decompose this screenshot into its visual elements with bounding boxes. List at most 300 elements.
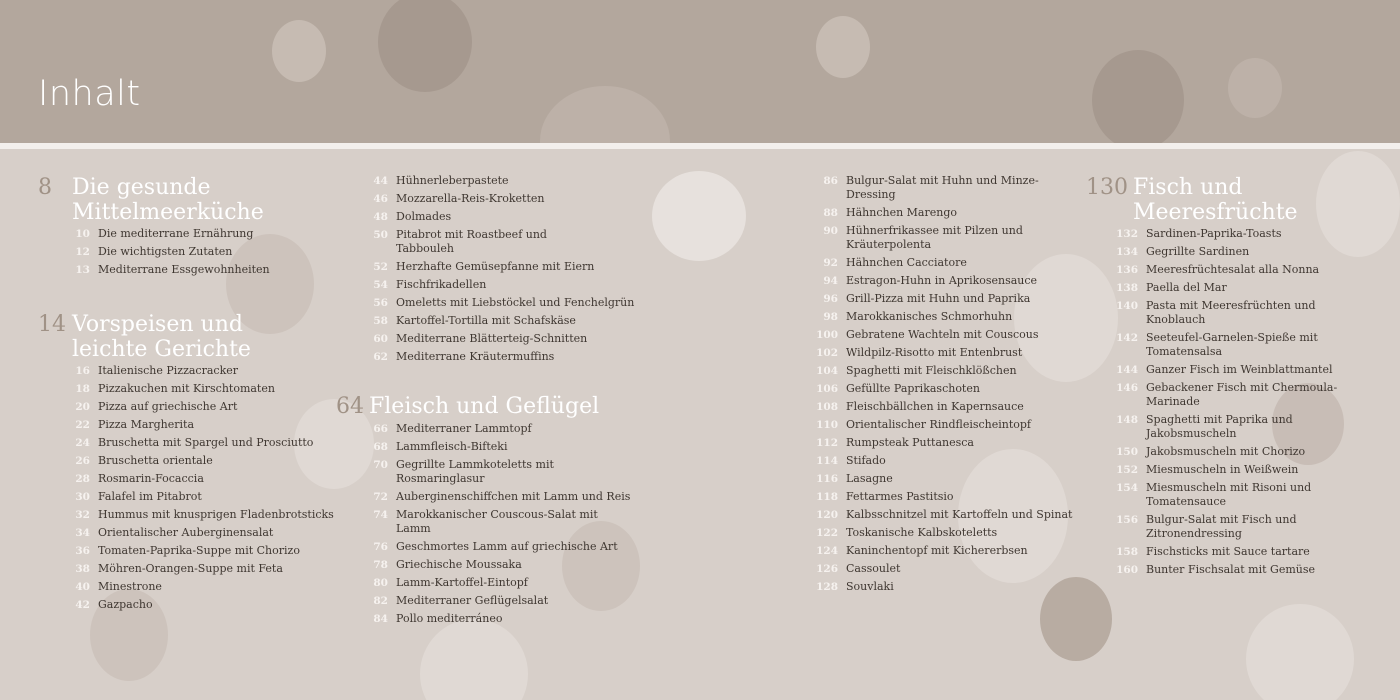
entry-title bbox=[396, 314, 636, 328]
entry-page-number: 74 bbox=[373, 509, 388, 521]
toc-entry[interactable] bbox=[68, 454, 338, 468]
toc-entry[interactable] bbox=[68, 490, 338, 504]
entry-page-number: 152 bbox=[1116, 464, 1138, 476]
toc-entry[interactable] bbox=[366, 332, 636, 346]
entry-page-number: 154 bbox=[1116, 482, 1138, 494]
toc-entry[interactable] bbox=[1116, 445, 1386, 459]
entry-page-number: 146 bbox=[1116, 382, 1138, 394]
toc-entry[interactable] bbox=[366, 594, 636, 608]
entry-list bbox=[366, 422, 636, 630]
toc-entry[interactable] bbox=[1116, 381, 1386, 409]
entry-title bbox=[98, 508, 338, 522]
entry-title bbox=[396, 458, 636, 486]
entry-page-number: 42 bbox=[75, 599, 90, 611]
entry-title bbox=[1146, 413, 1386, 441]
entry-title-line: Lammfleisch-Bifteki bbox=[396, 440, 508, 453]
toc-entry[interactable] bbox=[816, 310, 1086, 324]
toc-entry[interactable] bbox=[816, 418, 1086, 432]
entry-page-number: 158 bbox=[1116, 546, 1138, 558]
toc-entry[interactable] bbox=[366, 210, 636, 224]
entry-page-number: 78 bbox=[373, 559, 388, 571]
entry-title bbox=[396, 594, 636, 608]
section-number: 130 bbox=[1086, 175, 1128, 200]
entry-title bbox=[98, 400, 338, 414]
entry-title-line: Orientalischer Auberginensalat bbox=[98, 526, 274, 539]
entry-page-number: 90 bbox=[823, 225, 838, 237]
entry-page-number: 122 bbox=[816, 527, 838, 539]
toc-entry[interactable] bbox=[68, 598, 338, 612]
toc-entry[interactable] bbox=[816, 292, 1086, 306]
entry-title-line: Herzhafte Gemüsepfanne mit Eiern bbox=[396, 260, 595, 273]
entry-page-number: 12 bbox=[75, 246, 90, 258]
toc-entry[interactable] bbox=[1116, 245, 1386, 259]
entry-title bbox=[396, 228, 636, 256]
entry-title bbox=[1146, 513, 1386, 541]
entry-title-line: Lasagne bbox=[846, 472, 893, 485]
entry-title-line: Hühnerleberpastete bbox=[396, 174, 509, 187]
toc-entry[interactable] bbox=[1116, 513, 1386, 541]
entry-title bbox=[846, 454, 1086, 468]
toc-entry[interactable] bbox=[816, 346, 1086, 360]
entry-page-number: 114 bbox=[816, 455, 838, 467]
toc-entry[interactable] bbox=[68, 364, 338, 378]
entry-page-number: 104 bbox=[816, 365, 838, 377]
toc-entry[interactable] bbox=[816, 256, 1086, 270]
decor-bubble bbox=[1092, 50, 1184, 143]
entry-title-line: Sardinen-Paprika-Toasts bbox=[1146, 227, 1282, 240]
entry-title bbox=[1146, 381, 1386, 409]
entry-title-line: Rosmaringlasur bbox=[396, 472, 485, 485]
toc-entry[interactable] bbox=[68, 472, 338, 486]
toc-entry[interactable] bbox=[816, 508, 1086, 522]
entry-title bbox=[846, 346, 1086, 360]
entry-page-number: 100 bbox=[816, 329, 838, 341]
entry-title-line: Jakobsmuscheln bbox=[1146, 427, 1237, 440]
toc-entry[interactable] bbox=[366, 558, 636, 572]
entry-title-line: Mozzarella-Reis-Kroketten bbox=[396, 192, 545, 205]
entry-title bbox=[846, 490, 1086, 504]
entry-title bbox=[846, 526, 1086, 540]
entry-title-line: Mediterraner Geflügelsalat bbox=[396, 594, 549, 607]
entry-title-line: Falafel im Pitabrot bbox=[98, 490, 202, 503]
toc-entry[interactable] bbox=[816, 274, 1086, 288]
toc-entry[interactable] bbox=[68, 245, 328, 259]
toc-entry[interactable] bbox=[366, 314, 636, 328]
entry-title bbox=[396, 260, 636, 274]
toc-entry[interactable] bbox=[816, 364, 1086, 378]
section-number: 14 bbox=[38, 312, 66, 337]
entry-title-line: Gefüllte Paprikaschoten bbox=[846, 382, 980, 395]
entry-title bbox=[98, 245, 328, 259]
entry-title-line: Toskanische Kalbskoteletts bbox=[846, 526, 998, 539]
section-vorspeisen bbox=[38, 312, 334, 611]
entry-title bbox=[98, 490, 338, 504]
entry-title-line: Gebackener Fisch mit Chermoula- bbox=[1146, 381, 1338, 394]
entry-title-line: Tomatensauce bbox=[1146, 495, 1227, 508]
entry-title-line: Dolmades bbox=[396, 210, 452, 223]
entry-title-line: Fischsticks mit Sauce tartare bbox=[1146, 545, 1310, 558]
entry-title bbox=[846, 436, 1086, 450]
toc-entry[interactable] bbox=[366, 422, 636, 436]
entry-title-line: Mediterrane Blätterteig-Schnitten bbox=[396, 332, 588, 345]
entry-page-number: 86 bbox=[823, 175, 838, 187]
entry-page-number: 26 bbox=[75, 455, 90, 467]
contents-area bbox=[0, 149, 1400, 700]
section-title: Fisch und Meeresfrüchte bbox=[1133, 175, 1298, 225]
entry-title-line: Jakobsmuscheln mit Chorizo bbox=[1146, 445, 1306, 458]
entry-title bbox=[396, 422, 636, 436]
entry-title bbox=[1146, 563, 1386, 577]
entry-title bbox=[846, 400, 1086, 414]
entry-title-line: Wildpilz-Risotto mit Entenbrust bbox=[846, 346, 1023, 359]
toc-entry[interactable] bbox=[68, 580, 338, 594]
toc-entry[interactable] bbox=[1116, 563, 1386, 577]
entry-list bbox=[68, 364, 338, 616]
entry-page-number: 44 bbox=[373, 175, 388, 187]
entry-page-number: 108 bbox=[816, 401, 838, 413]
entry-title-line: Minestrone bbox=[98, 580, 162, 593]
entry-page-number: 102 bbox=[816, 347, 838, 359]
entry-title-line: Pollo mediterráneo bbox=[396, 612, 503, 625]
toc-entry[interactable] bbox=[366, 296, 636, 310]
entry-title-line: Fleischbällchen in Kapernsauce bbox=[846, 400, 1024, 413]
entry-title bbox=[396, 350, 636, 364]
entry-page-number: 132 bbox=[1116, 228, 1138, 240]
entry-page-number: 160 bbox=[1116, 564, 1138, 576]
entry-page-number: 134 bbox=[1116, 246, 1138, 258]
toc-entry[interactable] bbox=[366, 192, 636, 206]
toc-entry[interactable] bbox=[366, 174, 636, 188]
toc-entry[interactable] bbox=[816, 580, 1086, 594]
entry-title-line: Bruschetta mit Spargel und Prosciutto bbox=[98, 436, 314, 449]
toc-entry[interactable] bbox=[366, 350, 636, 364]
entry-page-number: 96 bbox=[823, 293, 838, 305]
entry-title-line: Hummus mit knusprigen Fladenbrotsticks bbox=[98, 508, 334, 521]
entry-page-number: 56 bbox=[373, 297, 388, 309]
entry-title bbox=[846, 274, 1086, 288]
entry-title bbox=[846, 508, 1086, 522]
toc-entry[interactable] bbox=[68, 400, 338, 414]
entry-page-number: 30 bbox=[75, 491, 90, 503]
entry-title-line: Rosmarin-Focaccia bbox=[98, 472, 204, 485]
entry-list bbox=[816, 174, 1086, 598]
toc-entry[interactable] bbox=[816, 472, 1086, 486]
entry-title-line: Paella del Mar bbox=[1146, 281, 1227, 294]
entry-title-line: Mediterraner Lammtopf bbox=[396, 422, 532, 435]
entry-title bbox=[846, 544, 1086, 558]
entry-title bbox=[98, 472, 338, 486]
entry-title bbox=[846, 174, 1086, 202]
section-number: 8 bbox=[38, 175, 52, 200]
entry-page-number: 80 bbox=[373, 577, 388, 589]
toc-entry[interactable] bbox=[1116, 363, 1386, 377]
entry-page-number: 36 bbox=[75, 545, 90, 557]
entry-title-line: Spaghetti mit Paprika und bbox=[1146, 413, 1293, 426]
entry-title-line: Souvlaki bbox=[846, 580, 894, 593]
entry-page-number: 40 bbox=[75, 581, 90, 593]
entry-title bbox=[1146, 545, 1386, 559]
entry-list bbox=[1116, 227, 1386, 581]
toc-entry[interactable] bbox=[366, 260, 636, 274]
entry-page-number: 88 bbox=[823, 207, 838, 219]
entry-page-number: 82 bbox=[373, 595, 388, 607]
entry-page-number: 94 bbox=[823, 275, 838, 287]
entry-page-number: 124 bbox=[816, 545, 838, 557]
toc-entry[interactable] bbox=[816, 224, 1086, 252]
toc-entry[interactable] bbox=[366, 458, 636, 486]
entry-title-line: Kartoffel-Tortilla mit Schafskäse bbox=[396, 314, 576, 327]
entry-page-number: 110 bbox=[816, 419, 838, 431]
toc-entry[interactable] bbox=[816, 526, 1086, 540]
entry-page-number: 48 bbox=[373, 211, 388, 223]
toc-entry[interactable] bbox=[366, 540, 636, 554]
entry-title bbox=[846, 418, 1086, 432]
entry-title-line: Cassoulet bbox=[846, 562, 901, 575]
entry-title-line: Möhren-Orangen-Suppe mit Feta bbox=[98, 562, 283, 575]
toc-entry[interactable] bbox=[816, 328, 1086, 342]
toc-entry[interactable] bbox=[816, 436, 1086, 450]
toc-entry[interactable] bbox=[816, 174, 1086, 202]
toc-entry[interactable] bbox=[68, 382, 338, 396]
header-band bbox=[0, 0, 1400, 143]
entry-title bbox=[846, 224, 1086, 252]
toc-entry[interactable] bbox=[1116, 299, 1386, 327]
entry-page-number: 58 bbox=[373, 315, 388, 327]
entry-title bbox=[1146, 463, 1386, 477]
entry-title-line: Orientalischer Rindfleischeintopf bbox=[846, 418, 1032, 431]
entry-page-number: 116 bbox=[816, 473, 838, 485]
toc-entry[interactable] bbox=[816, 206, 1086, 220]
entry-title-line: Bruschetta orientale bbox=[98, 454, 213, 467]
entry-title bbox=[846, 256, 1086, 270]
entry-title bbox=[1146, 227, 1386, 241]
entry-title bbox=[98, 544, 338, 558]
entry-title bbox=[1146, 263, 1386, 277]
entry-title bbox=[1146, 445, 1386, 459]
entry-title bbox=[98, 418, 338, 432]
entry-title-line: Grill-Pizza mit Huhn und Paprika bbox=[846, 292, 1031, 305]
section-fleisch bbox=[336, 394, 636, 625]
entry-list bbox=[366, 174, 636, 368]
entry-title bbox=[1146, 245, 1386, 259]
entry-title-line: Seeteufel-Garnelen-Spieße mit bbox=[1146, 331, 1318, 344]
toc-entry[interactable] bbox=[1116, 481, 1386, 509]
toc-entry[interactable] bbox=[68, 263, 328, 277]
entry-page-number: 120 bbox=[816, 509, 838, 521]
entry-title bbox=[396, 576, 636, 590]
entry-title bbox=[846, 206, 1086, 220]
toc-entry[interactable] bbox=[68, 227, 328, 241]
entry-title bbox=[396, 332, 636, 346]
entry-title bbox=[846, 472, 1086, 486]
entry-title-line: Ganzer Fisch im Weinblattmantel bbox=[1146, 363, 1333, 376]
entry-page-number: 72 bbox=[373, 491, 388, 503]
toc-entry[interactable] bbox=[816, 400, 1086, 414]
entry-title-line: Pasta mit Meeresfrüchten und bbox=[1146, 299, 1316, 312]
entry-page-number: 46 bbox=[373, 193, 388, 205]
entry-title-line: Marokkanisches Schmorhuhn bbox=[846, 310, 1013, 323]
decor-bubble bbox=[816, 16, 870, 78]
toc-entry[interactable] bbox=[816, 562, 1086, 576]
entry-page-number: 68 bbox=[373, 441, 388, 453]
entry-title-line: Marokkanischer Couscous-Salat mit Lamm bbox=[396, 508, 598, 535]
entry-page-number: 126 bbox=[816, 563, 838, 575]
entry-page-number: 28 bbox=[75, 473, 90, 485]
entry-page-number: 60 bbox=[373, 333, 388, 345]
toc-entry[interactable] bbox=[68, 562, 338, 576]
toc-entry[interactable] bbox=[68, 526, 338, 540]
entry-title-line: Griechische Moussaka bbox=[396, 558, 522, 571]
entry-page-number: 84 bbox=[373, 613, 388, 625]
entry-title-line: Mediterrane Kräutermuffins bbox=[396, 350, 555, 363]
toc-entry[interactable] bbox=[1116, 281, 1386, 295]
entry-title-line: Tabbouleh bbox=[396, 242, 454, 255]
toc-entry[interactable] bbox=[68, 436, 338, 450]
entry-page-number: 112 bbox=[816, 437, 838, 449]
entry-title-line: Tomatensalsa bbox=[1146, 345, 1223, 358]
toc-entry[interactable] bbox=[1116, 413, 1386, 441]
entry-title-line: Hühnerfrikassee mit Pilzen und bbox=[846, 224, 1023, 237]
entry-page-number: 13 bbox=[75, 264, 90, 276]
entry-title bbox=[98, 436, 338, 450]
entry-title-line: Miesmuscheln mit Risoni und bbox=[1146, 481, 1312, 494]
entry-page-number: 38 bbox=[75, 563, 90, 575]
entry-title bbox=[98, 454, 338, 468]
toc-entry[interactable] bbox=[1116, 227, 1386, 241]
entry-title bbox=[1146, 363, 1386, 377]
entry-title bbox=[1146, 481, 1386, 509]
entry-title bbox=[98, 562, 338, 576]
toc-entry[interactable] bbox=[816, 454, 1086, 468]
entry-title-line: Hähnchen Marengo bbox=[846, 206, 957, 219]
entry-title-line: Fischfrikadellen bbox=[396, 278, 487, 291]
entry-title bbox=[98, 526, 338, 540]
toc-entry[interactable] bbox=[366, 490, 636, 504]
toc-entry[interactable] bbox=[1116, 545, 1386, 559]
decor-bubble bbox=[1228, 58, 1282, 118]
toc-entry[interactable] bbox=[68, 544, 338, 558]
entry-title-line: Lamm-Kartoffel-Eintopf bbox=[396, 576, 528, 589]
section-title: Fleisch und Geflügel bbox=[369, 394, 600, 419]
entry-title-line: Pitabrot mit Roastbeef und bbox=[396, 228, 547, 241]
entry-title-line: Stifado bbox=[846, 454, 886, 467]
entry-title-line: Tomaten-Paprika-Suppe mit Chorizo bbox=[98, 544, 300, 557]
entry-title bbox=[396, 174, 636, 188]
decor-bubble bbox=[540, 86, 670, 143]
entry-page-number: 156 bbox=[1116, 514, 1138, 526]
entry-page-number: 20 bbox=[75, 401, 90, 413]
entry-title bbox=[396, 612, 636, 626]
entry-title bbox=[846, 364, 1086, 378]
entry-title bbox=[98, 364, 338, 378]
toc-entry[interactable] bbox=[1116, 263, 1386, 277]
decor-bubble bbox=[652, 171, 746, 261]
entry-title bbox=[846, 310, 1086, 324]
entry-page-number: 138 bbox=[1116, 282, 1138, 294]
entry-page-number: 34 bbox=[75, 527, 90, 539]
page-title: Inhalt bbox=[38, 74, 141, 114]
entry-title-line: Miesmuscheln in Weißwein bbox=[1146, 463, 1299, 476]
entry-page-number: 32 bbox=[75, 509, 90, 521]
entry-title bbox=[1146, 281, 1386, 295]
entry-title-line: Gegrillte Lammkoteletts mit bbox=[396, 458, 554, 471]
toc-entry[interactable] bbox=[366, 278, 636, 292]
entry-page-number: 10 bbox=[75, 228, 90, 240]
entry-title bbox=[1146, 331, 1386, 359]
toc-entry[interactable] bbox=[366, 612, 636, 626]
entry-title bbox=[396, 296, 636, 310]
decor-bubble bbox=[420, 619, 528, 700]
entry-page-number: 16 bbox=[75, 365, 90, 377]
entry-list bbox=[68, 227, 328, 281]
entry-title bbox=[98, 382, 338, 396]
entry-title-line: Pizzakuchen mit Kirschtomaten bbox=[98, 382, 275, 395]
toc-entry[interactable] bbox=[816, 490, 1086, 504]
decor-bubble bbox=[272, 20, 326, 82]
entry-title-line: Gazpacho bbox=[98, 598, 153, 611]
toc-entry[interactable] bbox=[1116, 331, 1386, 359]
entry-title bbox=[98, 263, 328, 277]
entry-page-number: 50 bbox=[373, 229, 388, 241]
entry-title-line: Bulgur-Salat mit Fisch und bbox=[1146, 513, 1297, 526]
entry-title-line: Pizza auf griechische Art bbox=[98, 400, 238, 413]
entry-title bbox=[98, 598, 338, 612]
entry-title-line: Die wichtigsten Zutaten bbox=[98, 245, 233, 258]
entry-page-number: 92 bbox=[823, 257, 838, 269]
entry-title bbox=[846, 292, 1086, 306]
entry-title-line: Omeletts mit Liebstöckel und Fenchelgrün bbox=[396, 296, 635, 309]
entry-title bbox=[396, 490, 636, 504]
entry-title bbox=[396, 440, 636, 454]
toc-entry[interactable] bbox=[68, 508, 338, 522]
entry-page-number: 128 bbox=[816, 581, 838, 593]
entry-page-number: 106 bbox=[816, 383, 838, 395]
entry-title-line: Gegrillte Sardinen bbox=[1146, 245, 1250, 258]
toc-entry[interactable] bbox=[366, 440, 636, 454]
entry-title-line: Auberginenschiffchen mit Lamm und Reis bbox=[396, 490, 631, 503]
toc-entry[interactable] bbox=[1116, 463, 1386, 477]
entry-title-line: Bunter Fischsalat mit Gemüse bbox=[1146, 563, 1316, 576]
section-gesund bbox=[38, 175, 328, 276]
entry-title-line: Marinade bbox=[1146, 395, 1200, 408]
section-title: Vorspeisen und leichte Gerichte bbox=[72, 312, 251, 362]
entry-title bbox=[98, 580, 338, 594]
entry-page-number: 150 bbox=[1116, 446, 1138, 458]
toc-entry[interactable] bbox=[366, 508, 636, 536]
entry-title-line: Meeresfrüchtesalat alla Nonna bbox=[1146, 263, 1320, 276]
entry-title-line: Bulgur-Salat mit Huhn und Minze-Dressing bbox=[846, 174, 1039, 201]
entry-page-number: 18 bbox=[75, 383, 90, 395]
toc-entry[interactable] bbox=[816, 382, 1086, 396]
entry-title-line: Knoblauch bbox=[1146, 313, 1206, 326]
entry-title bbox=[846, 328, 1086, 342]
toc-entry[interactable] bbox=[366, 576, 636, 590]
entry-title-line: Estragon-Huhn in Aprikosensauce bbox=[846, 274, 1038, 287]
entry-title-line: Pizza Margherita bbox=[98, 418, 195, 431]
toc-entry[interactable] bbox=[366, 228, 636, 256]
toc-entry[interactable] bbox=[816, 544, 1086, 558]
entry-title bbox=[846, 580, 1086, 594]
toc-entry[interactable] bbox=[68, 418, 338, 432]
section-number: 64 bbox=[336, 394, 364, 419]
decor-bubble bbox=[378, 0, 472, 92]
entry-page-number: 52 bbox=[373, 261, 388, 273]
entry-title-line: Kaninchentopf mit Kichererbsen bbox=[846, 544, 1028, 557]
entry-page-number: 142 bbox=[1116, 332, 1138, 344]
entry-page-number: 24 bbox=[75, 437, 90, 449]
entry-title bbox=[1146, 299, 1386, 327]
entry-title-line: Kalbsschnitzel mit Kartoffeln und Spinat bbox=[846, 508, 1073, 521]
